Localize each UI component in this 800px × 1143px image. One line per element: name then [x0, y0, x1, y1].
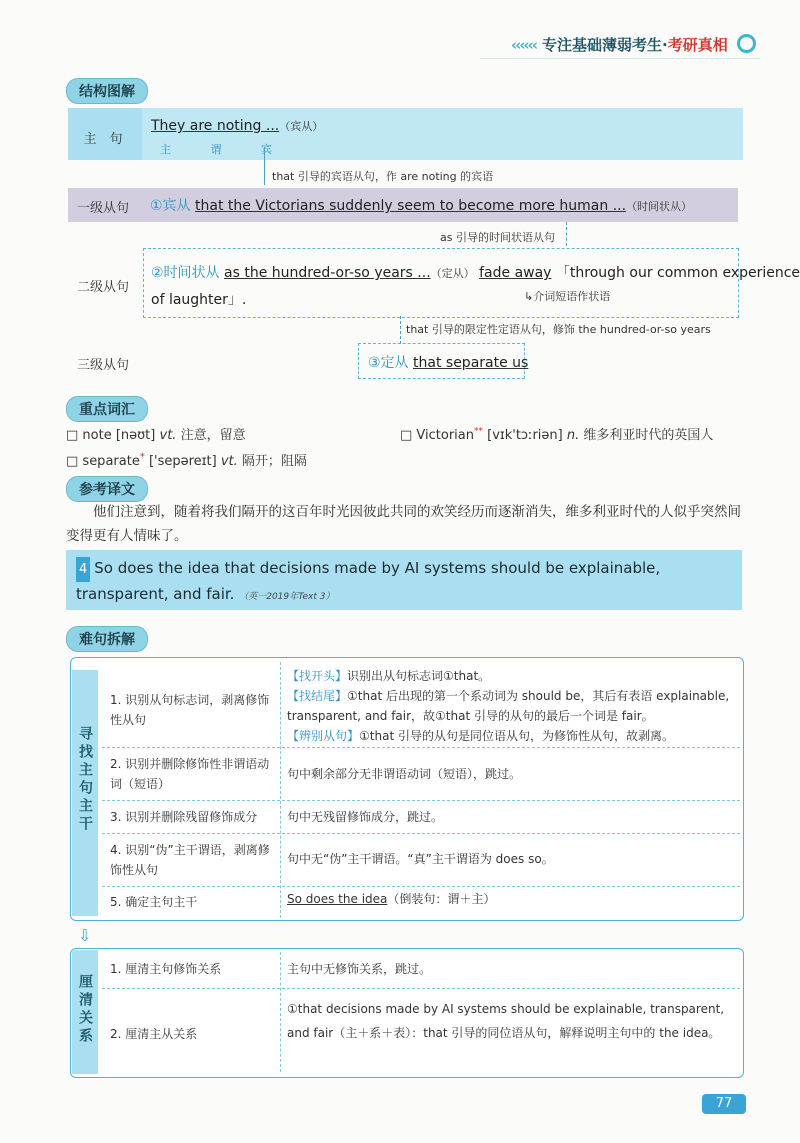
tag-find-end: 【找结尾】: [287, 689, 348, 703]
level1-label: 一级从句: [76, 201, 129, 216]
analysis-side-a: [72, 670, 98, 916]
level2-text-d: of laughter」.: [151, 292, 247, 308]
sentence4-number: 4: [76, 557, 90, 582]
row-divider: [102, 800, 740, 801]
step-5-note: （倒装句：谓＋主）: [387, 892, 496, 906]
analysis-side-b: [72, 950, 98, 1074]
level2-tag: ②时间状从: [151, 265, 220, 281]
step-1-label: 1. 识别从句标志词，剥离修饰性从句: [110, 693, 270, 727]
step-1-line-2: [287, 686, 735, 726]
level3-tag: ③定从: [368, 355, 409, 371]
translation-text: 他们注意到，随着将我们隔开的这百年时光因彼此共同的欢笑经历而逐渐消失，维多利亚时代的人似乎突然间变得更有人情味了。: [66, 504, 741, 544]
role-object: 宾: [261, 143, 272, 156]
level2-note: （定从）: [430, 267, 475, 280]
level2-text-c: 「through our common experience: [555, 265, 800, 281]
main-note: （宾从）: [279, 120, 324, 133]
vocab-phonetic: [vɪk'tɔːriən]: [487, 428, 563, 443]
level2-line1: [151, 262, 800, 282]
page-number: 77: [702, 1094, 746, 1114]
section-vocab: 重点词汇: [66, 396, 148, 422]
header-title-b: 考研真相: [667, 36, 728, 54]
col-divider-a: [280, 662, 281, 918]
row-divider: [102, 886, 740, 887]
header-title-a: 专注基础薄弱考生·: [542, 36, 668, 54]
running-header: [511, 34, 756, 55]
vocab-item-note: [66, 424, 246, 443]
vocab-word: □ Victorian: [400, 428, 474, 443]
vocab-item-victorian: [400, 424, 713, 443]
down-arrow-icon: ⇩: [78, 926, 92, 945]
main-sentence-text: They are noting ...: [151, 118, 280, 134]
arrow-line-2: [566, 222, 567, 246]
vocab-pos: vt.: [220, 454, 238, 469]
header-rule: [480, 58, 760, 59]
vocab-word: □ note: [66, 428, 112, 443]
level2-text-b: fade away: [479, 265, 552, 281]
vocab-meaning: 隔开；阻隔: [241, 454, 307, 469]
step-3-label: 3. 识别并删除残留修饰成分: [110, 810, 258, 824]
analysis-side-a-text: 寻找主句主干: [77, 726, 93, 834]
level3-label: 三级从句: [76, 358, 129, 373]
tag-identify: 【辨别从句】: [287, 729, 360, 743]
row-divider: [102, 833, 740, 834]
sentence4-source: （英一2019年Text 3）: [239, 592, 335, 602]
rel-1-label: 1. 厘清主句修饰关系: [110, 962, 222, 976]
step-2-content: 句中剩余部分无非谓语动词（短语），跳过。: [287, 767, 522, 781]
level1-sentence: [150, 195, 692, 215]
line-text: 识别出从句标志词①that。: [347, 669, 491, 683]
step-5-label: 5. 确定主句主干: [110, 895, 198, 909]
col-divider-b: [280, 952, 281, 1072]
section-translation: 参考译文: [66, 476, 148, 502]
level2-label: 二级从句: [76, 280, 129, 295]
rel-1-content: 主句中无修饰关系，跳过。: [287, 962, 432, 976]
row-divider: [102, 747, 740, 748]
level2-text-a: as the hundred-or-so years ...: [224, 265, 431, 281]
main-roles: [160, 141, 280, 157]
note-3: that 引导的限定性定语从句，修饰 the hundred-or-so years: [406, 323, 711, 336]
vocab-word: □ separate: [66, 454, 140, 469]
row-divider: [102, 988, 740, 989]
level2-sub-note-text: 介词短语作状语: [533, 290, 611, 303]
search-icon: [737, 34, 756, 53]
arrow-line-1: [264, 147, 265, 185]
role-subject: 主: [160, 143, 171, 156]
vocab-star: *: [139, 451, 145, 463]
step-5-content: [287, 889, 735, 909]
note-2: as 引导的时间状语从句: [440, 231, 555, 244]
arrow-line-3: [400, 316, 401, 344]
line-text: ①that 后出现的第一个系动词为 should be，其后有表语 explainable, transparent, and fair，故①that 引导的从句的最后一个词是 fair。: [287, 689, 730, 723]
vocab-item-separate: [66, 450, 307, 469]
sentence4-text: So does the idea that decisions made by AI systems should be explainable, transparent, and fair.: [76, 559, 661, 603]
step-1-line-1: [287, 666, 735, 686]
main-sentence: [151, 118, 323, 134]
analysis-side-b-text: 厘清关系: [77, 974, 93, 1046]
step-3-content: 句中无残留修饰成分，跳过。: [287, 810, 444, 824]
note-1: that 引导的宾语从句，作 are noting 的宾语: [272, 170, 494, 183]
step-2-label: 2. 识别并删除修饰性非谓语动词（短语）: [110, 757, 270, 791]
vocab-phonetic: [nəʊt]: [115, 428, 156, 443]
sentence4: [76, 556, 736, 610]
main-clause-label: 主 句: [83, 132, 123, 147]
tag-find-start: 【找开头】: [287, 669, 348, 683]
step-4-content: 句中无“伪”主干谓语。“真”主干谓语为 does so。: [287, 852, 554, 866]
level2-sub-note: ↳介词短语作状语: [524, 290, 611, 303]
level1-note: （时间状从）: [626, 200, 693, 213]
header-arrows: ‹‹‹‹‹‹: [510, 36, 537, 54]
step-4-label: 4. 识别“伪”主干谓语，剥离修饰性从句: [110, 843, 270, 877]
vocab-pos: vt.: [159, 428, 177, 443]
section-analysis: 难句拆解: [66, 626, 148, 652]
rel-2-label: 2. 厘清主从关系: [110, 1027, 198, 1041]
vocab-phonetic: ['sepəreɪt]: [148, 454, 217, 469]
vocab-pos: n.: [566, 428, 580, 443]
section-structure: 结构图解: [66, 78, 148, 104]
vocab-meaning: 注意，留意: [180, 428, 246, 443]
level1-tag: ①宾从: [150, 198, 191, 214]
line-text: ①that 引导的从句是同位语从句，为修饰性从句，故剥离。: [359, 729, 674, 743]
role-verb: 谓: [210, 143, 222, 156]
vocab-star: **: [474, 426, 483, 437]
step-1-content: [287, 666, 735, 746]
step-5-main: So does the idea: [287, 892, 388, 906]
vocab-meaning: 维多利亚时代的英国人: [583, 428, 714, 443]
level3-text: that separate us: [413, 355, 529, 371]
level1-text: that the Victorians suddenly seem to become more human ...: [195, 198, 627, 214]
rel-2-content: ①that decisions made by AI systems should be explainable, transparent, and fair（主＋系＋表）：that 引导的同位语从句，解释说明主句中的 the idea。: [287, 1002, 725, 1040]
step-1-line-3: [287, 726, 735, 746]
level3-sentence: [368, 352, 528, 372]
